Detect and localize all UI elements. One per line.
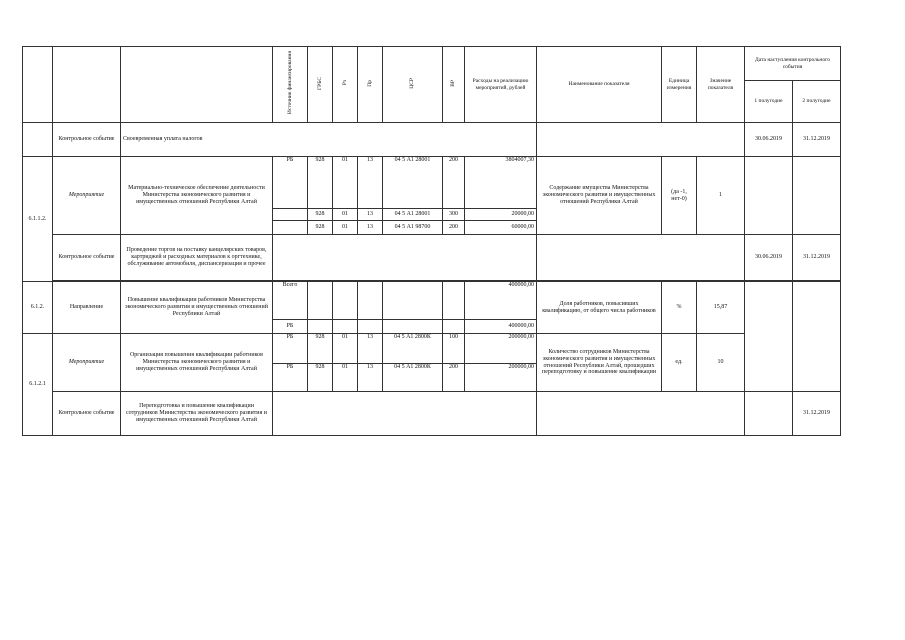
table-row: [23, 157, 841, 209]
header-date: Дата наступления контрольного события: [745, 47, 841, 81]
code-cell: 6.1.2.: [23, 282, 53, 334]
grbs-cell: 928: [308, 221, 333, 235]
activity-name: Материально-техническое обеспечение деятельности Министерства экономического развития и имущественных отношений Республики Алтай: [121, 157, 273, 235]
csr-cell: 04 5 А1 2800К: [383, 364, 443, 392]
empty-cell: [273, 235, 537, 281]
type-cell: Мероприятие: [53, 334, 121, 392]
csr-cell: 04 5 А1 98700: [383, 221, 443, 235]
empty-cell: [537, 235, 745, 281]
grbs-cell: 928: [308, 157, 333, 209]
pr-cell: [358, 282, 383, 320]
pr-cell: 13: [358, 157, 383, 209]
empty-cell: [537, 392, 745, 436]
csr-cell: 04 5 А1 28001: [383, 157, 443, 209]
grbs-cell: [308, 320, 333, 334]
header-type-cell: [53, 47, 121, 123]
indicator-cell: Количество сотрудников Министерства экономического развития и имущественных отношений Республики Алтай, прошедших переподготовку и повышение квалификации: [537, 334, 662, 392]
event-name: Проведение торгов на поставку канцелярских товаров, картриджей и расходных материалов к оргтехнике, обслуживание автомобиля, диспансеризация и прочее: [121, 235, 273, 281]
value-cell: 1: [697, 157, 745, 235]
vr-cell: [443, 320, 465, 334]
csr-cell: [383, 282, 443, 320]
unit-cell: (да -1, нет-0): [662, 157, 697, 235]
type-cell: Мероприятие: [53, 157, 121, 235]
csr-cell: 04 5 А1 2800К: [383, 334, 443, 364]
source-cell: [273, 209, 308, 221]
sum-cell: 60000,00: [465, 221, 537, 235]
sum-cell: 3804007,30: [465, 157, 537, 209]
header-csr: ЦСР: [383, 47, 443, 123]
sum-cell: 400000,00: [465, 282, 537, 320]
vr-cell: 200: [443, 157, 465, 209]
header-vr: ВР: [443, 47, 465, 123]
rz-cell: [333, 282, 358, 320]
rz-cell: 01: [333, 157, 358, 209]
table-row: [23, 235, 841, 281]
rz-cell: 01: [333, 209, 358, 221]
header-name-cell: [121, 47, 273, 123]
table-row: [23, 392, 841, 436]
sum-cell: 200000,00: [465, 364, 537, 392]
date-half1: [745, 392, 793, 436]
rz-cell: [333, 320, 358, 334]
grbs-cell: 928: [308, 334, 333, 364]
csr-cell: [383, 320, 443, 334]
header-value: Значение показателя: [697, 47, 745, 123]
header-half1: 1 полугодие: [745, 81, 793, 123]
direction-name: Повышение квалификации работников Министерства экономического развития и имущественных отношений Республики Алтай: [121, 282, 273, 334]
code-cell: 6.1.2.1: [23, 334, 53, 436]
vr-cell: 100: [443, 334, 465, 364]
header-pr: Пр: [358, 47, 383, 123]
code-cell: [23, 123, 53, 157]
vr-cell: [443, 282, 465, 320]
pr-cell: 13: [358, 364, 383, 392]
sum-cell: 20000,00: [465, 209, 537, 221]
date-half2: [793, 282, 841, 392]
event-name: Переподготовка и повышение квалификации сотрудников Министерства экономического развития и имущественных отношений Республики Алтай: [121, 392, 273, 436]
sum-cell: 200000,00: [465, 334, 537, 364]
empty-cell: [273, 392, 537, 436]
vr-cell: 200: [443, 221, 465, 235]
table-row: [23, 123, 841, 157]
date-half1: [745, 282, 793, 392]
vr-cell: 200: [443, 364, 465, 392]
activity-name: Организация повышения квалификации работников Министерства экономического развития и имущественных отношений Республики Алтай: [121, 334, 273, 392]
date-half2: [793, 157, 841, 235]
code-cell: 6.1.1.2.: [23, 157, 53, 282]
unit-cell: ед.: [662, 334, 697, 392]
header-half2: 2 полугодие: [793, 81, 841, 123]
source-cell: [273, 221, 308, 235]
header-rz: Рз: [333, 47, 358, 123]
rz-cell: 01: [333, 334, 358, 364]
plan-table: [22, 46, 841, 436]
pr-cell: 13: [358, 209, 383, 221]
value-cell: 10: [697, 334, 745, 392]
unit-cell: %: [662, 282, 697, 334]
pr-cell: 13: [358, 221, 383, 235]
type-cell: Контрольное событие: [53, 123, 121, 157]
pr-cell: [358, 320, 383, 334]
type-cell: Контрольное событие: [53, 235, 121, 281]
type-cell: Контрольное событие: [53, 392, 121, 436]
header-row: [23, 47, 841, 81]
date-half2: 31.12.2019: [793, 392, 841, 436]
header-code-cell: [23, 47, 53, 123]
source-cell: Всего: [273, 282, 308, 320]
source-cell: РБ: [273, 364, 308, 392]
date-half1: 30.06.2019: [745, 235, 793, 281]
date-half1: [745, 157, 793, 235]
indicator-cell: Содержание имущества Министерства экономического развития и имущественных отношений Республики Алтай: [537, 157, 662, 235]
header-grbs: ГРБС: [308, 47, 333, 123]
source-cell: РБ: [273, 157, 308, 209]
grbs-cell: [308, 282, 333, 320]
value-cell: 15,87: [697, 282, 745, 334]
rz-cell: 01: [333, 221, 358, 235]
header-unit: Единица измерения: [662, 47, 697, 123]
rz-cell: 01: [333, 364, 358, 392]
grbs-cell: 928: [308, 209, 333, 221]
source-cell: РБ: [273, 320, 308, 334]
date-half2: 31.12.2019: [793, 123, 841, 157]
grbs-cell: 928: [308, 364, 333, 392]
vr-cell: 300: [443, 209, 465, 221]
pr-cell: 13: [358, 334, 383, 364]
csr-cell: 04 5 А1 28001: [383, 209, 443, 221]
date-half1: 30.06.2019: [745, 123, 793, 157]
header-expenses: Расходы на реализацию мероприятий, рублей: [465, 47, 537, 123]
indicator-cell: Доля работников, повысивших квалификацию, от общего числа работников: [537, 282, 662, 334]
date-half2: 31.12.2019: [793, 235, 841, 281]
source-cell: РБ: [273, 334, 308, 364]
sum-cell: 400000,00: [465, 320, 537, 334]
event-name: Своевременная уплата налогов: [121, 123, 537, 157]
table-row: [23, 282, 841, 320]
type-cell: Направление: [53, 282, 121, 334]
table-row: [23, 334, 841, 364]
empty-cell: [537, 123, 745, 157]
header-indicator: Наименование показателя: [537, 47, 662, 123]
header-source: Источник финансирования: [273, 47, 308, 123]
